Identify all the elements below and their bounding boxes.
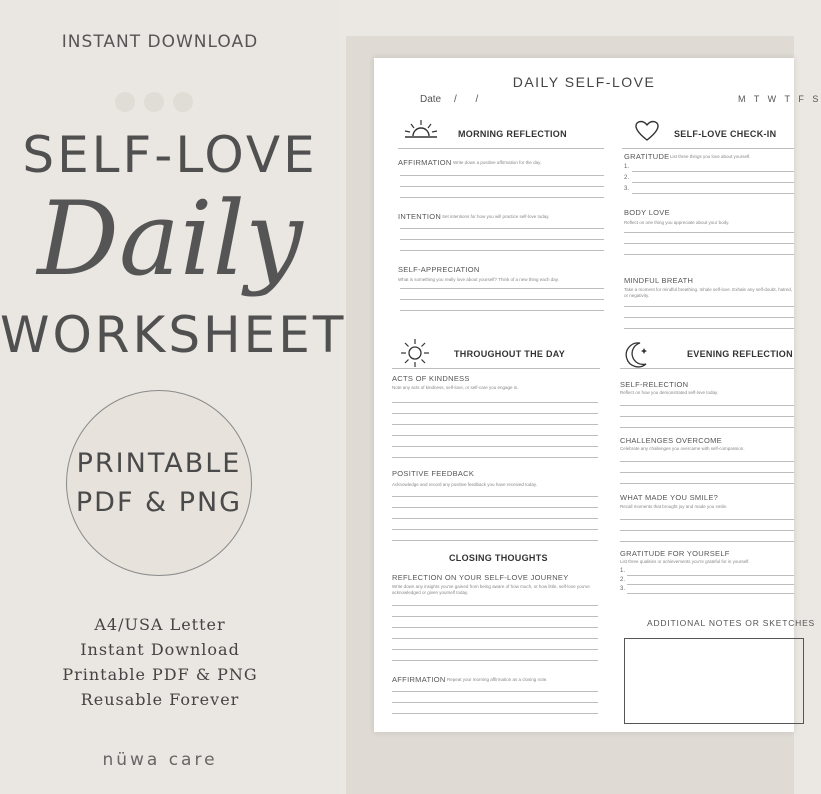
writing-line[interactable] xyxy=(392,605,598,606)
writing-line[interactable] xyxy=(620,427,794,428)
writing-line[interactable] xyxy=(392,540,598,541)
badge-printable: PRINTABLE xyxy=(76,447,242,479)
writing-line[interactable] xyxy=(400,288,604,289)
writing-line[interactable] xyxy=(392,402,598,403)
writing-line[interactable] xyxy=(392,702,598,703)
writing-line[interactable] xyxy=(632,193,794,194)
writing-line[interactable] xyxy=(624,243,794,244)
badge-pdf-png: PDF & PNG xyxy=(75,487,243,518)
feature-item: A4/USA Letter xyxy=(94,615,226,634)
writing-line[interactable] xyxy=(620,416,794,417)
sun-icon xyxy=(400,338,430,368)
what-made-you-smile-desc: Recall moments that brought joy and made you smile. xyxy=(620,504,728,509)
self-relection-desc: Reflect on how you demonstrated self-love today. xyxy=(620,390,719,395)
challenges-overcome-label: CHALLENGES OVERCOME xyxy=(620,436,722,445)
morning-reflection-heading: MORNING REFLECTION xyxy=(458,129,567,139)
gratitude-label: GRATITUDE xyxy=(624,152,670,161)
list-number: 3. xyxy=(620,586,626,592)
writing-line[interactable] xyxy=(627,593,794,594)
section-divider xyxy=(392,368,600,369)
section-divider xyxy=(398,148,604,149)
writing-line[interactable] xyxy=(627,575,794,576)
gratitude-desc: List three things you love about yourself. xyxy=(670,154,751,159)
decorative-dots xyxy=(115,92,193,112)
writing-line[interactable] xyxy=(392,496,598,497)
writing-line[interactable] xyxy=(392,446,598,447)
writing-line[interactable] xyxy=(620,483,794,484)
intention-label: INTENTION xyxy=(398,212,442,221)
writing-line[interactable] xyxy=(624,306,794,307)
gratitude-for-yourself-desc: List three qualities or achievements you're grateful for in yourself. xyxy=(620,559,750,564)
body-love-desc: Reflect on one thing you appreciate about your body. xyxy=(624,220,730,225)
format-badge xyxy=(66,390,252,576)
notes-box[interactable] xyxy=(624,638,804,724)
list-number: 2. xyxy=(624,175,630,181)
worksheet-title: DAILY SELF-LOVE xyxy=(512,74,656,90)
mindful-breath-desc: Take a moment for mindful breathing. Inhale self-love. Exhale any self-doubt, hatred, or negativity. xyxy=(624,287,793,298)
acts-of-kindness-desc: Note any acts of kindness, self-love, or self-care you engage in. xyxy=(392,385,519,390)
writing-line[interactable] xyxy=(620,519,794,520)
writing-line[interactable] xyxy=(392,713,598,714)
sunrise-icon xyxy=(402,118,440,140)
positive-feedback-desc: Acknowledge and record any positive feedback you have received today. xyxy=(392,482,538,487)
writing-line[interactable] xyxy=(624,232,794,233)
self-relection-label: SELF-RELECTION xyxy=(620,380,689,389)
positive-feedback-label: POSITIVE FEEDBACK xyxy=(392,469,475,478)
writing-line[interactable] xyxy=(400,197,604,198)
heart-icon xyxy=(634,120,660,142)
writing-line[interactable] xyxy=(392,457,598,458)
writing-line[interactable] xyxy=(620,405,794,406)
writing-line[interactable] xyxy=(392,424,598,425)
acts-of-kindness-label: ACTS OF KINDNESS xyxy=(392,374,470,383)
moon-icon xyxy=(624,340,650,370)
writing-line[interactable] xyxy=(400,186,604,187)
closing-affirmation-label: AFFIRMATION xyxy=(392,675,446,684)
feature-item: Printable PDF & PNG xyxy=(62,665,258,684)
title-worksheet: WORKSHEET xyxy=(0,306,347,364)
writing-line[interactable] xyxy=(392,413,598,414)
self-love-journey-label: REFLECTION ON YOUR SELF-LOVE JOURNEY xyxy=(392,573,569,582)
list-number: 3. xyxy=(624,186,630,192)
list-number: 1. xyxy=(620,568,626,574)
evening-reflection-heading: EVENING REFLECTION xyxy=(687,349,793,359)
writing-line[interactable] xyxy=(624,317,794,318)
writing-line[interactable] xyxy=(392,660,598,661)
worksheet-page xyxy=(374,58,821,732)
what-made-you-smile-label: WHAT MADE YOU SMILE? xyxy=(620,493,719,502)
writing-line[interactable] xyxy=(392,616,598,617)
date-slashes: / / xyxy=(454,94,487,105)
writing-line[interactable] xyxy=(400,310,604,311)
writing-line[interactable] xyxy=(627,584,794,585)
writing-line[interactable] xyxy=(632,171,794,172)
date-label: Date xyxy=(420,94,442,105)
writing-line[interactable] xyxy=(400,299,604,300)
writing-line[interactable] xyxy=(624,328,794,329)
gratitude-for-yourself-label: GRATITUDE FOR YOURSELF xyxy=(620,549,730,558)
list-number: 1. xyxy=(624,164,630,170)
writing-line[interactable] xyxy=(392,627,598,628)
writing-line[interactable] xyxy=(620,530,794,531)
section-divider xyxy=(622,148,794,149)
writing-line[interactable] xyxy=(400,239,604,240)
section-divider xyxy=(620,368,794,369)
instant-download-label: INSTANT DOWNLOAD xyxy=(61,32,259,52)
writing-line[interactable] xyxy=(624,254,794,255)
challenges-overcome-desc: Celebrate any challenges you overcame with self-compassion. xyxy=(620,446,745,451)
affirmation-label: AFFIRMATION xyxy=(398,158,452,167)
weekday-letters: M T W T F S xyxy=(738,94,821,104)
writing-line[interactable] xyxy=(620,461,794,462)
feature-list xyxy=(0,612,320,712)
writing-line[interactable] xyxy=(392,691,598,692)
brand-name: nüwa care xyxy=(102,750,218,770)
writing-line[interactable] xyxy=(620,472,794,473)
writing-line[interactable] xyxy=(392,649,598,650)
writing-line[interactable] xyxy=(392,638,598,639)
self-appreciation-label: SELF-APPRECIATION xyxy=(398,265,480,274)
writing-line[interactable] xyxy=(400,175,604,176)
intention-desc: Set intentions for how you will practice self-love today. xyxy=(442,214,550,219)
writing-line[interactable] xyxy=(632,182,794,183)
promo-panel xyxy=(0,0,347,794)
feature-item: Instant Download xyxy=(80,640,240,659)
writing-line[interactable] xyxy=(400,228,604,229)
self-appreciation-desc: What is something you really love about yourself? Think of a new thing each day. xyxy=(398,277,559,282)
closing-thoughts-heading: CLOSING THOUGHTS xyxy=(449,553,548,563)
writing-line[interactable] xyxy=(392,507,598,508)
writing-line[interactable] xyxy=(620,541,794,542)
writing-line[interactable] xyxy=(392,518,598,519)
additional-notes-heading: ADDITIONAL NOTES OR SKETCHES xyxy=(647,618,816,628)
mindful-breath-label: MINDFUL BREATH xyxy=(624,276,694,285)
writing-line[interactable] xyxy=(392,435,598,436)
writing-line[interactable] xyxy=(392,529,598,530)
affirmation-desc: Write down a positive affirmation for the day. xyxy=(453,160,542,165)
throughout-the-day-heading: THROUGHOUT THE DAY xyxy=(454,349,566,359)
feature-item: Reusable Forever xyxy=(80,690,240,709)
list-number: 2. xyxy=(620,577,626,583)
title-daily: Daily xyxy=(37,180,303,299)
title-self-love: SELF-LOVE xyxy=(22,126,318,184)
closing-affirmation-desc: Repeat your morning affirmation as a closing note. xyxy=(447,677,548,682)
body-love-label: BODY LOVE xyxy=(624,208,670,217)
self-love-journey-desc: Write down any insights you've gained from being aware of how much, or how little, self-love you've acknowledged or given yourself today. xyxy=(392,584,590,595)
writing-line[interactable] xyxy=(400,250,604,251)
self-love-check-in-heading: SELF-LOVE CHECK-IN xyxy=(674,129,777,139)
